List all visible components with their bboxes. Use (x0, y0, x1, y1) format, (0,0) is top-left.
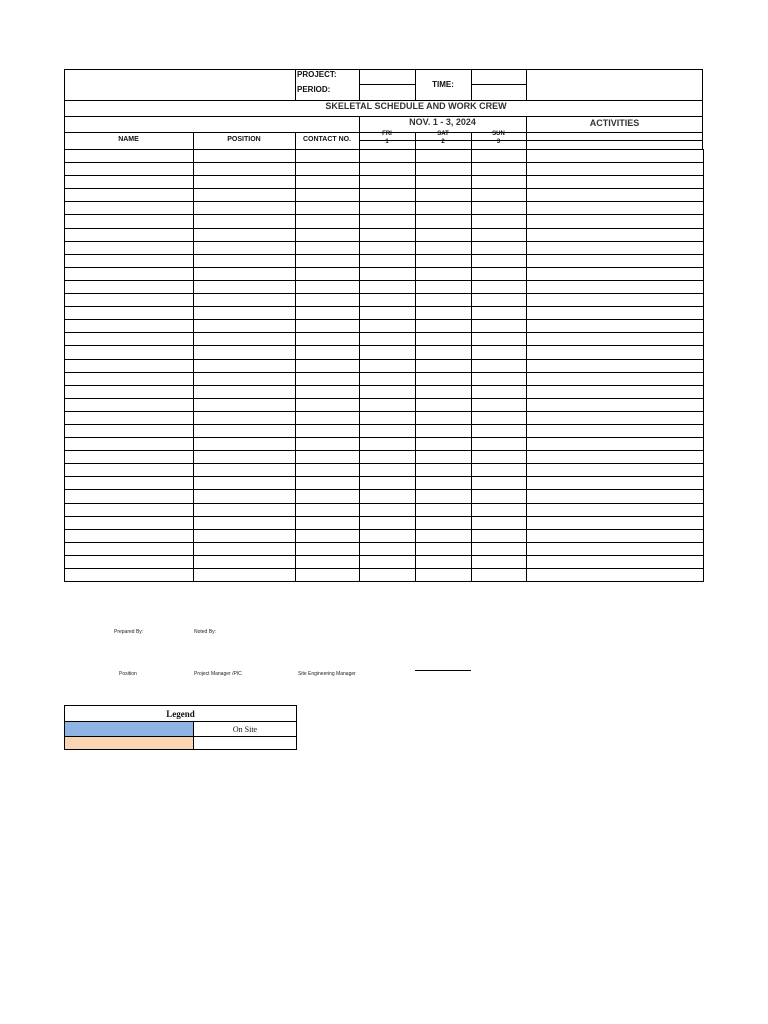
cell-position[interactable] (194, 385, 296, 398)
cell-contact[interactable] (296, 228, 360, 241)
cell-name[interactable] (65, 280, 194, 293)
cell-sat[interactable] (416, 163, 472, 176)
cell-contact[interactable] (296, 294, 360, 307)
table-row (65, 516, 704, 529)
cell-position[interactable] (194, 333, 296, 346)
cell-name[interactable] (65, 411, 194, 424)
cell-position[interactable] (194, 542, 296, 555)
cell-name[interactable] (65, 320, 194, 333)
cell-position[interactable] (194, 424, 296, 437)
table-row (65, 228, 704, 241)
cell-activities[interactable] (527, 202, 704, 215)
cell-sun[interactable] (472, 503, 527, 516)
cell-contact[interactable] (296, 503, 360, 516)
cell-sun[interactable] (472, 398, 527, 411)
cell-activities[interactable] (527, 346, 704, 359)
cell-sat[interactable] (416, 569, 472, 582)
table-row (65, 385, 704, 398)
cell-sun[interactable] (472, 333, 527, 346)
cell-sun[interactable] (472, 215, 527, 228)
cell-activities[interactable] (527, 294, 704, 307)
crew-grid (64, 149, 704, 582)
cell-fri[interactable] (360, 464, 416, 477)
cell-activities[interactable] (527, 438, 704, 451)
cell-fri[interactable] (360, 176, 416, 189)
cell-sun[interactable] (472, 189, 527, 202)
cell-sun[interactable] (472, 320, 527, 333)
cell-name[interactable] (65, 333, 194, 346)
cell-sat[interactable] (416, 490, 472, 503)
cell-name[interactable] (65, 385, 194, 398)
cell-name[interactable] (65, 163, 194, 176)
cell-activities[interactable] (527, 320, 704, 333)
cell-name[interactable] (65, 372, 194, 385)
site-eng-manager-label: Site Engineering Manager (298, 671, 356, 677)
cell-name[interactable] (65, 464, 194, 477)
project-value[interactable] (360, 70, 414, 83)
cell-fri[interactable] (360, 438, 416, 451)
cell-sat[interactable] (416, 254, 472, 267)
cell-sun[interactable] (472, 464, 527, 477)
cell-sun[interactable] (472, 555, 527, 568)
cell-activities[interactable] (527, 503, 704, 516)
prepared-by-label: Prepared By: (114, 629, 144, 635)
cell-name[interactable] (65, 241, 194, 254)
cell-name[interactable] (65, 294, 194, 307)
table-row (65, 529, 704, 542)
cell-contact[interactable] (296, 451, 360, 464)
cell-sun[interactable] (472, 451, 527, 464)
cell-contact[interactable] (296, 163, 360, 176)
cell-contact[interactable] (296, 555, 360, 568)
cell-fri[interactable] (360, 307, 416, 320)
cell-sun[interactable] (472, 267, 527, 280)
table-row (65, 398, 704, 411)
cell-position[interactable] (194, 359, 296, 372)
cell-sun[interactable] (472, 438, 527, 451)
cell-sat[interactable] (416, 228, 472, 241)
legend-swatch-2 (65, 737, 194, 750)
cell-sun[interactable] (472, 490, 527, 503)
cell-name[interactable] (65, 542, 194, 555)
cell-position[interactable] (194, 398, 296, 411)
cell-contact[interactable] (296, 398, 360, 411)
cell-fri[interactable] (360, 346, 416, 359)
cell-position[interactable] (194, 346, 296, 359)
cell-fri[interactable] (360, 150, 416, 163)
cell-sat[interactable] (416, 320, 472, 333)
cell-position[interactable] (194, 411, 296, 424)
cell-activities[interactable] (527, 477, 704, 490)
cell-name[interactable] (65, 189, 194, 202)
cell-fri[interactable] (360, 411, 416, 424)
col-position: POSITION (227, 136, 261, 143)
cell-position[interactable] (194, 490, 296, 503)
cell-position[interactable] (194, 477, 296, 490)
cell-sun[interactable] (472, 228, 527, 241)
cell-sun[interactable] (472, 359, 527, 372)
cell-position[interactable] (194, 503, 296, 516)
cell-fri[interactable] (360, 294, 416, 307)
cell-contact[interactable] (296, 385, 360, 398)
day-sun: SUN (492, 131, 505, 137)
cell-fri[interactable] (360, 280, 416, 293)
cell-position[interactable] (194, 150, 296, 163)
table-row (65, 150, 704, 163)
cell-sat[interactable] (416, 294, 472, 307)
cell-contact[interactable] (296, 529, 360, 542)
cell-position[interactable] (194, 569, 296, 582)
cell-sat[interactable] (416, 529, 472, 542)
cell-fri[interactable] (360, 163, 416, 176)
cell-sun[interactable] (472, 241, 527, 254)
cell-activities[interactable] (527, 411, 704, 424)
legend-label-2 (194, 737, 297, 750)
cell-sat[interactable] (416, 464, 472, 477)
cell-sun[interactable] (472, 163, 527, 176)
legend-title: Legend (65, 706, 297, 722)
table-row (65, 163, 704, 176)
time-value[interactable] (472, 70, 525, 83)
cell-fri[interactable] (360, 333, 416, 346)
cell-fri[interactable] (360, 503, 416, 516)
cell-sat[interactable] (416, 346, 472, 359)
signature-line (415, 670, 471, 671)
table-row (65, 176, 704, 189)
cell-name[interactable] (65, 438, 194, 451)
cell-sat[interactable] (416, 451, 472, 464)
cell-sat[interactable] (416, 424, 472, 437)
day-sat: SAT (437, 131, 449, 137)
time-label: TIME: (432, 80, 454, 89)
cell-activities[interactable] (527, 516, 704, 529)
cell-sun[interactable] (472, 385, 527, 398)
date-sat: 2 (441, 139, 445, 145)
cell-sat[interactable] (416, 333, 472, 346)
cell-fri[interactable] (360, 241, 416, 254)
day-fri: FRI (382, 131, 392, 137)
cell-sun[interactable] (472, 569, 527, 582)
pm-pic-label: Project Manager /PIC (194, 671, 242, 677)
table-row (65, 215, 704, 228)
cell-contact[interactable] (296, 307, 360, 320)
cell-fri[interactable] (360, 451, 416, 464)
cell-contact[interactable] (296, 411, 360, 424)
cell-name[interactable] (65, 228, 194, 241)
cell-sat[interactable] (416, 241, 472, 254)
cell-contact[interactable] (296, 464, 360, 477)
cell-fri[interactable] (360, 516, 416, 529)
date-sun: 3 (496, 139, 501, 145)
cell-contact[interactable] (296, 254, 360, 267)
cell-contact[interactable] (296, 424, 360, 437)
cell-fri[interactable] (360, 398, 416, 411)
cell-activities[interactable] (527, 359, 704, 372)
cell-fri[interactable] (360, 542, 416, 555)
col-name: NAME (118, 136, 139, 143)
cell-position[interactable] (194, 202, 296, 215)
cell-sun[interactable] (472, 372, 527, 385)
cell-activities[interactable] (527, 555, 704, 568)
cell-sun[interactable] (472, 411, 527, 424)
cell-sat[interactable] (416, 385, 472, 398)
cell-sun[interactable] (472, 424, 527, 437)
cell-name[interactable] (65, 451, 194, 464)
table-row (65, 333, 704, 346)
table-row (65, 477, 704, 490)
period-value[interactable] (360, 86, 414, 100)
cell-activities[interactable] (527, 150, 704, 163)
cell-activities[interactable] (527, 176, 704, 189)
cell-name[interactable] (65, 176, 194, 189)
cell-sun[interactable] (472, 307, 527, 320)
cell-sun[interactable] (472, 176, 527, 189)
cell-sat[interactable] (416, 477, 472, 490)
cell-position[interactable] (194, 294, 296, 307)
cell-sat[interactable] (416, 555, 472, 568)
cell-position[interactable] (194, 516, 296, 529)
cell-activities[interactable] (527, 569, 704, 582)
date-range: NOV. 1 - 3, 2024 (409, 117, 476, 127)
cell-activities[interactable] (527, 254, 704, 267)
table-row (65, 490, 704, 503)
cell-position[interactable] (194, 176, 296, 189)
cell-activities[interactable] (527, 189, 704, 202)
cell-activities[interactable] (527, 215, 704, 228)
cell-activities[interactable] (527, 529, 704, 542)
table-row (65, 424, 704, 437)
table-row (65, 411, 704, 424)
noted-by-label: Noted By: (194, 629, 216, 635)
cell-contact[interactable] (296, 267, 360, 280)
cell-name[interactable] (65, 346, 194, 359)
cell-position[interactable] (194, 189, 296, 202)
cell-sat[interactable] (416, 280, 472, 293)
legend-label-on-site: On Site (194, 722, 297, 737)
cell-sat[interactable] (416, 438, 472, 451)
cell-contact[interactable] (296, 202, 360, 215)
cell-name[interactable] (65, 359, 194, 372)
cell-name[interactable] (65, 555, 194, 568)
cell-contact[interactable] (296, 372, 360, 385)
table-row (65, 438, 704, 451)
cell-sun[interactable] (472, 542, 527, 555)
cell-contact[interactable] (296, 569, 360, 582)
cell-contact[interactable] (296, 320, 360, 333)
cell-sun[interactable] (472, 477, 527, 490)
table-row (65, 294, 704, 307)
table-row (65, 280, 704, 293)
cell-contact[interactable] (296, 333, 360, 346)
cell-fri[interactable] (360, 372, 416, 385)
cell-sat[interactable] (416, 307, 472, 320)
schedule-title: SKELETAL SCHEDULE AND WORK CREW (325, 101, 507, 111)
cell-fri[interactable] (360, 228, 416, 241)
cell-activities[interactable] (527, 372, 704, 385)
cell-fri[interactable] (360, 569, 416, 582)
cell-position[interactable] (194, 215, 296, 228)
cell-sat[interactable] (416, 215, 472, 228)
cell-contact[interactable] (296, 516, 360, 529)
cell-sat[interactable] (416, 267, 472, 280)
cell-position[interactable] (194, 320, 296, 333)
cell-activities[interactable] (527, 241, 704, 254)
cell-name[interactable] (65, 569, 194, 582)
cell-sun[interactable] (472, 280, 527, 293)
cell-fri[interactable] (360, 529, 416, 542)
cell-activities[interactable] (527, 163, 704, 176)
cell-activities[interactable] (527, 385, 704, 398)
cell-activities[interactable] (527, 542, 704, 555)
table-row (65, 359, 704, 372)
table-row (65, 202, 704, 215)
cell-fri[interactable] (360, 254, 416, 267)
cell-activities[interactable] (527, 307, 704, 320)
cell-fri[interactable] (360, 424, 416, 437)
cell-name[interactable] (65, 424, 194, 437)
cell-name[interactable] (65, 516, 194, 529)
cell-sun[interactable] (472, 346, 527, 359)
cell-fri[interactable] (360, 490, 416, 503)
cell-sun[interactable] (472, 254, 527, 267)
cell-fri[interactable] (360, 359, 416, 372)
cell-sat[interactable] (416, 202, 472, 215)
period-label: PERIOD: (297, 85, 331, 94)
cell-position[interactable] (194, 254, 296, 267)
cell-name[interactable] (65, 503, 194, 516)
table-row (65, 189, 704, 202)
table-row (65, 320, 704, 333)
table-row (65, 372, 704, 385)
cell-contact[interactable] (296, 150, 360, 163)
cell-name[interactable] (65, 307, 194, 320)
cell-fri[interactable] (360, 189, 416, 202)
cell-contact[interactable] (296, 241, 360, 254)
cell-position[interactable] (194, 163, 296, 176)
cell-position[interactable] (194, 267, 296, 280)
cell-fri[interactable] (360, 477, 416, 490)
cell-fri[interactable] (360, 202, 416, 215)
table-row (65, 241, 704, 254)
cell-activities[interactable] (527, 424, 704, 437)
cell-sun[interactable] (472, 516, 527, 529)
cell-sun[interactable] (472, 294, 527, 307)
cell-sat[interactable] (416, 398, 472, 411)
table-row (65, 267, 704, 280)
cell-fri[interactable] (360, 385, 416, 398)
cell-sat[interactable] (416, 150, 472, 163)
table-row (65, 307, 704, 320)
cell-contact[interactable] (296, 189, 360, 202)
cell-sun[interactable] (472, 202, 527, 215)
cell-contact[interactable] (296, 359, 360, 372)
cell-sat[interactable] (416, 176, 472, 189)
legend-swatch-on-site (65, 722, 194, 737)
cell-sat[interactable] (416, 411, 472, 424)
cell-position[interactable] (194, 555, 296, 568)
cell-contact[interactable] (296, 490, 360, 503)
cell-sun[interactable] (472, 150, 527, 163)
cell-position[interactable] (194, 280, 296, 293)
cell-contact[interactable] (296, 346, 360, 359)
cell-name[interactable] (65, 215, 194, 228)
cell-fri[interactable] (360, 267, 416, 280)
cell-activities[interactable] (527, 398, 704, 411)
cell-activities[interactable] (527, 464, 704, 477)
table-row (65, 254, 704, 267)
cell-name[interactable] (65, 150, 194, 163)
cell-name[interactable] (65, 254, 194, 267)
cell-sat[interactable] (416, 516, 472, 529)
col-contact: CONTACT NO. (302, 136, 352, 143)
cell-contact[interactable] (296, 438, 360, 451)
cell-contact[interactable] (296, 176, 360, 189)
cell-position[interactable] (194, 529, 296, 542)
project-label: PROJECT: (297, 70, 337, 79)
cell-activities[interactable] (527, 451, 704, 464)
table-row (65, 555, 704, 568)
table-row (65, 542, 704, 555)
cell-fri[interactable] (360, 320, 416, 333)
cell-activities[interactable] (527, 267, 704, 280)
cell-activities[interactable] (527, 490, 704, 503)
cell-name[interactable] (65, 490, 194, 503)
cell-position[interactable] (194, 464, 296, 477)
cell-sat[interactable] (416, 372, 472, 385)
activities-label: ACTIVITIES (589, 118, 640, 128)
cell-name[interactable] (65, 202, 194, 215)
cell-contact[interactable] (296, 215, 360, 228)
position-label: Position (119, 671, 137, 677)
cell-contact[interactable] (296, 542, 360, 555)
table-row (65, 451, 704, 464)
cell-name[interactable] (65, 398, 194, 411)
cell-activities[interactable] (527, 228, 704, 241)
date-fri: 1 (385, 139, 389, 145)
cell-position[interactable] (194, 228, 296, 241)
cell-sun[interactable] (472, 529, 527, 542)
cell-sat[interactable] (416, 542, 472, 555)
table-row (65, 464, 704, 477)
cell-position[interactable] (194, 372, 296, 385)
cell-name[interactable] (65, 477, 194, 490)
cell-sat[interactable] (416, 503, 472, 516)
cell-activities[interactable] (527, 280, 704, 293)
cell-position[interactable] (194, 241, 296, 254)
legend (64, 705, 297, 750)
cell-activities[interactable] (527, 333, 704, 346)
cell-contact[interactable] (296, 477, 360, 490)
cell-position[interactable] (194, 307, 296, 320)
cell-contact[interactable] (296, 280, 360, 293)
cell-sat[interactable] (416, 359, 472, 372)
cell-position[interactable] (194, 451, 296, 464)
table-row (65, 346, 704, 359)
cell-sat[interactable] (416, 189, 472, 202)
cell-name[interactable] (65, 267, 194, 280)
cell-fri[interactable] (360, 215, 416, 228)
cell-fri[interactable] (360, 555, 416, 568)
cell-position[interactable] (194, 438, 296, 451)
cell-name[interactable] (65, 529, 194, 542)
table-row (65, 503, 704, 516)
table-row (65, 569, 704, 582)
